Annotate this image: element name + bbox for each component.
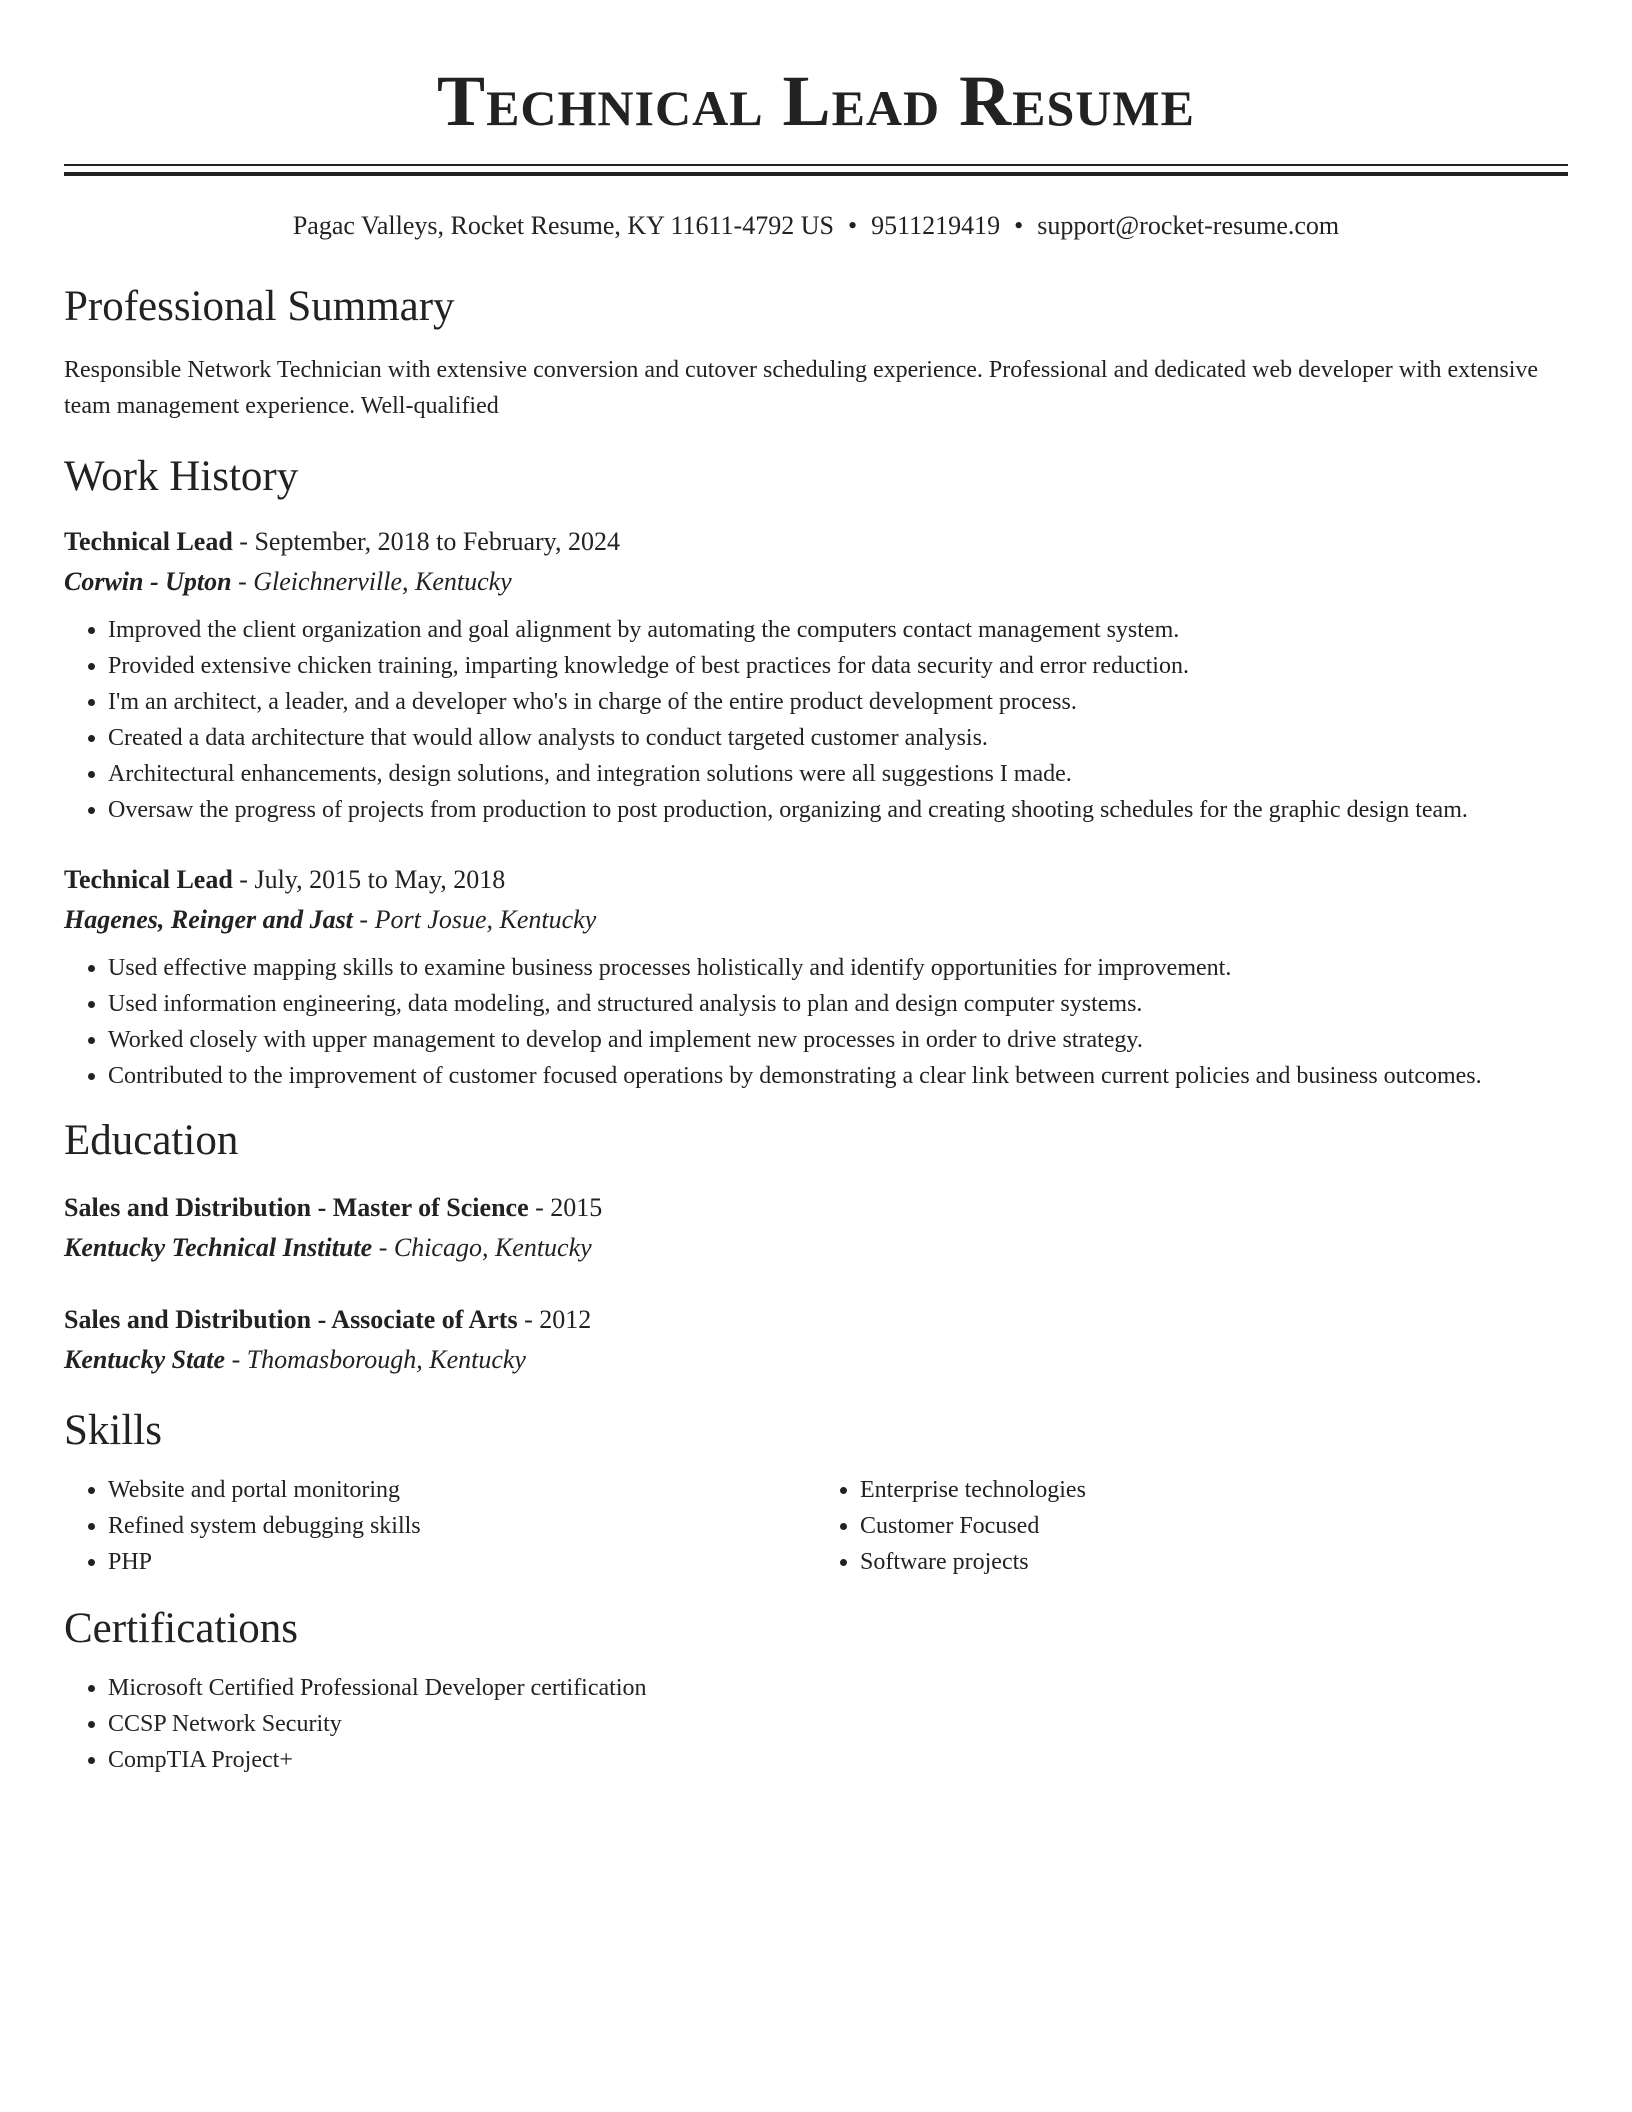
list-item: • Architectural enhancements, design solutions, and integration solutions were all suggestions I made. (108, 756, 1568, 792)
skills-section (64, 1406, 1568, 1580)
work-history-section (64, 452, 1568, 1094)
list-item: • Created a data architecture that would allow analysts to conduct targeted customer analysis. (108, 720, 1568, 756)
job-dates: - September, 2018 to February, 2024 (232, 527, 620, 556)
certifications-list (64, 1670, 1568, 1778)
job-bullets (64, 950, 1568, 1094)
skills-heading: Skills (64, 1407, 162, 1454)
list-item: • Improved the client organization and goal alignment by automating the computers contact management system. (108, 612, 1568, 648)
education-section (64, 1116, 1568, 1380)
job-title: Technical Lead (64, 527, 233, 556)
list-item: • Software projects (860, 1544, 1568, 1580)
job-company-line (64, 900, 1568, 940)
degree-year: - 2015 (528, 1193, 603, 1222)
skills-column-right (816, 1472, 1568, 1580)
contact-separator: • (847, 211, 858, 240)
list-item: • Worked closely with upper management to develop and implement new processes in order to drive strategy. (108, 1022, 1568, 1058)
school-line (64, 1340, 1568, 1380)
summary-text: Responsible Network Technician with extensive conversion and cutover scheduling experience. Professional and dedicated web developer with extensive team management experience. Well-qualified (64, 357, 1539, 419)
contact-line (64, 210, 1568, 242)
degree-year: - 2012 (517, 1305, 592, 1334)
school-name: Kentucky Technical Institute (64, 1233, 373, 1262)
list-item: • Oversaw the progress of projects from production to post production, organizing and creating shooting schedules for the graphic design team. (108, 792, 1568, 828)
job-title-line (64, 522, 1568, 562)
list-item: • I'm an architect, a leader, and a developer who's in charge of the entire product development process. (108, 684, 1568, 720)
school-location: - Chicago, Kentucky (372, 1233, 592, 1262)
certifications-section (64, 1604, 1568, 1778)
list-item: • Used information engineering, data modeling, and structured analysis to plan and design computer systems. (108, 986, 1568, 1022)
job-company: Corwin - Upton (64, 567, 232, 596)
list-item: • Provided extensive chicken training, imparting knowledge of best practices for data security and error reduction. (108, 648, 1568, 684)
list-item: • Refined system debugging skills (108, 1508, 816, 1544)
list-item: • Contributed to the improvement of customer focused operations by demonstrating a clear link between current policies and business outcomes. (108, 1058, 1568, 1094)
job-location: - Gleichnerville, Kentucky (231, 567, 512, 596)
education-entry (64, 1188, 1568, 1268)
work-history-heading: Work History (64, 453, 299, 500)
contact-phone: 9511219419 (871, 211, 1001, 240)
contact-address: Pagac Valleys, Rocket Resume, KY 11611-4792 US (292, 211, 834, 240)
job-dates: - July, 2015 to May, 2018 (232, 865, 506, 894)
degree-name: Sales and Distribution - Associate of Arts (64, 1305, 518, 1334)
list-item: • CCSP Network Security (108, 1706, 1568, 1742)
degree-line (64, 1300, 1568, 1340)
resume-title: Technical Lead Resume (437, 61, 1195, 141)
list-item: • Customer Focused (860, 1508, 1568, 1544)
job-bullets (64, 612, 1568, 828)
list-item: • PHP (108, 1544, 816, 1580)
job-entry (64, 860, 1568, 1094)
job-entry (64, 522, 1568, 828)
list-item: • Microsoft Certified Professional Developer certification (108, 1670, 1568, 1706)
degree-line (64, 1188, 1568, 1228)
contact-separator: • (1014, 211, 1024, 240)
skills-grid (64, 1472, 1568, 1580)
job-title-line (64, 860, 1568, 900)
contact-email: support@rocket-resume.com (1037, 211, 1340, 240)
job-title: Technical Lead (64, 865, 233, 894)
summary-section (64, 282, 1568, 424)
summary-heading: Professional Summary (64, 283, 455, 330)
education-entry (64, 1300, 1568, 1380)
job-location: - Port Josue, Kentucky (352, 905, 597, 934)
title-divider (64, 164, 1568, 176)
degree-name: Sales and Distribution - Master of Science (64, 1193, 529, 1222)
list-item: • Used effective mapping skills to examine business processes holistically and identify opportunities for improvement. (108, 950, 1568, 986)
job-company: Hagenes, Reinger and Jast (64, 905, 353, 934)
certifications-heading: Certifications (64, 1605, 299, 1652)
list-item: • Enterprise technologies (860, 1472, 1568, 1508)
job-company-line (64, 562, 1568, 602)
school-name: Kentucky State (64, 1345, 226, 1374)
list-item: • CompTIA Project+ (108, 1742, 1568, 1778)
skills-column-left (64, 1472, 816, 1580)
school-line (64, 1228, 1568, 1268)
education-heading: Education (64, 1117, 239, 1164)
school-location: - Thomasborough, Kentucky (225, 1345, 526, 1374)
list-item: • Website and portal monitoring (108, 1472, 816, 1508)
